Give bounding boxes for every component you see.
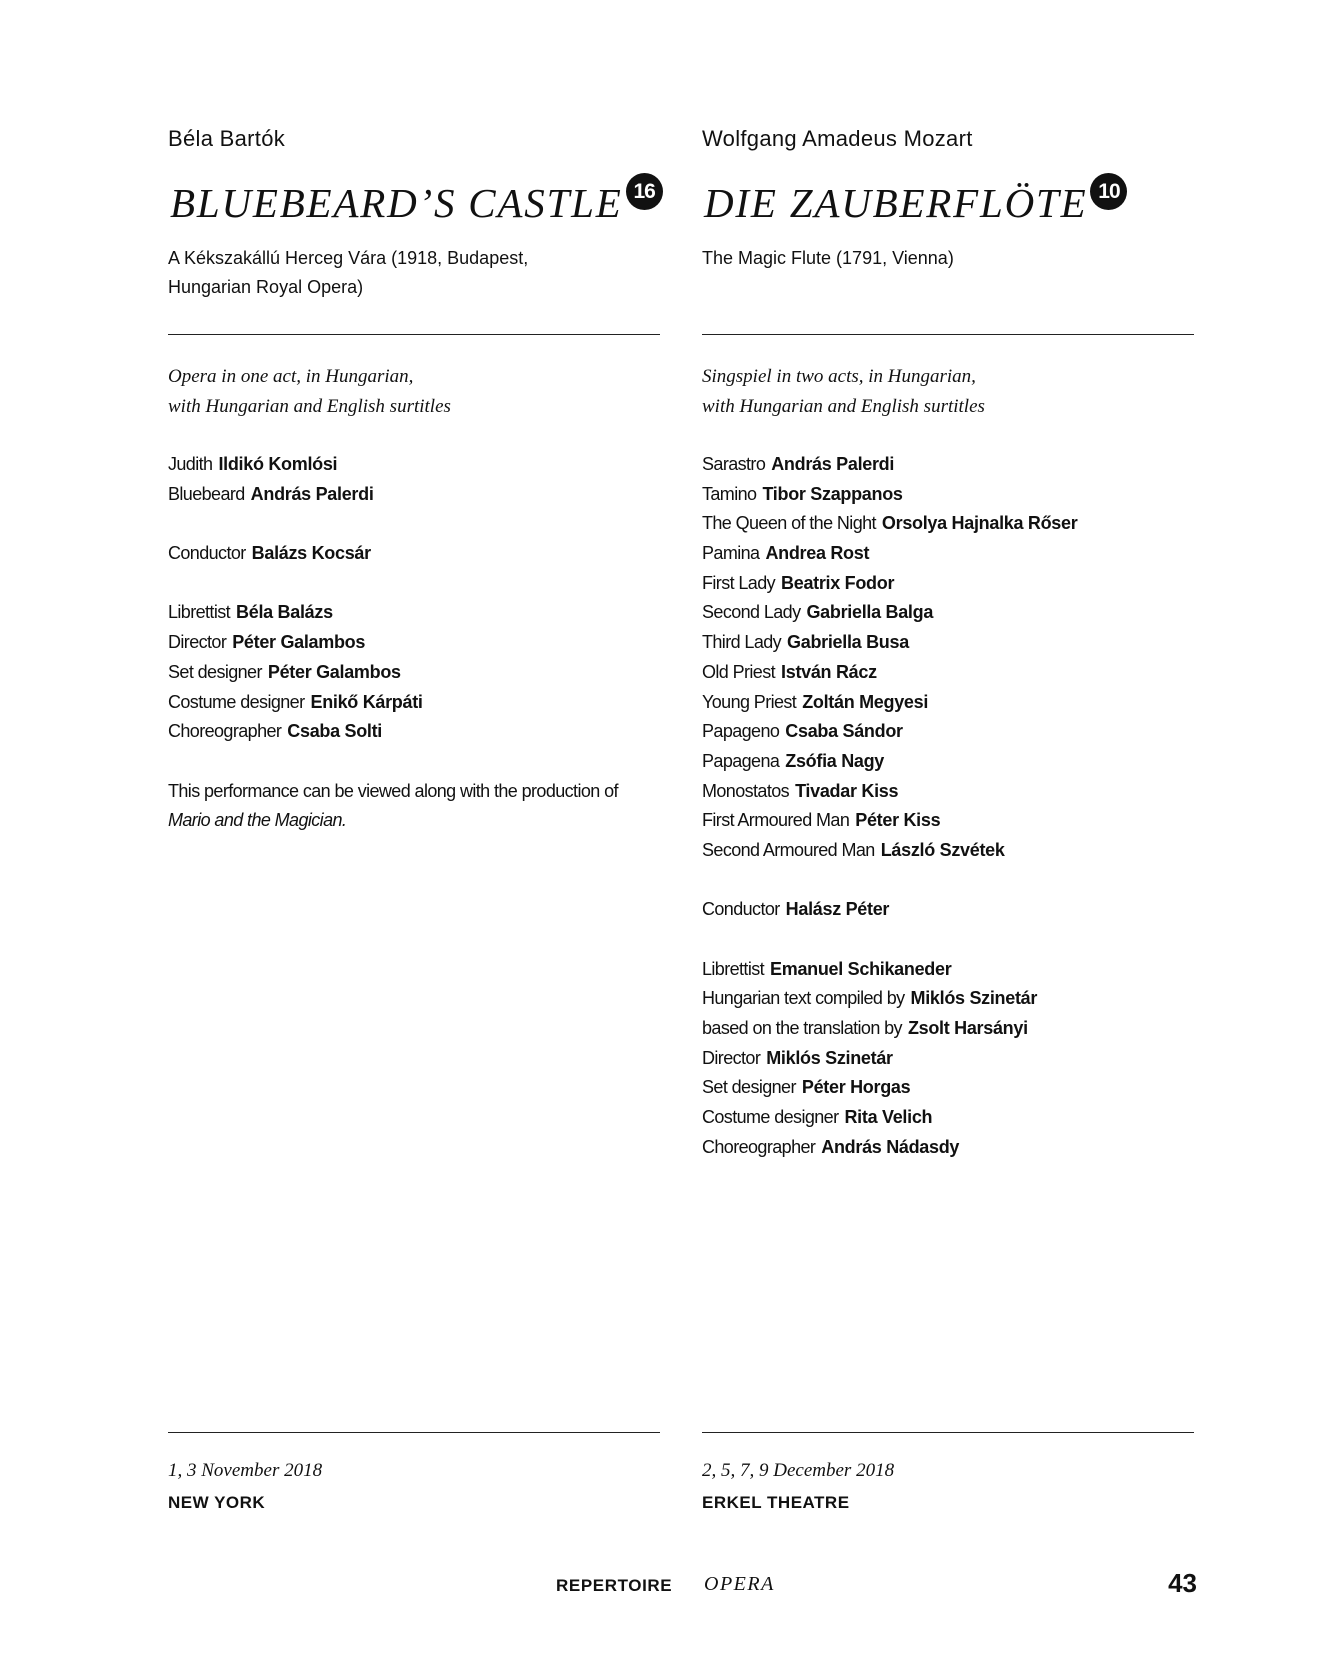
cast-credit [168, 450, 660, 480]
production-subtitle [702, 244, 1194, 273]
conductor-credit [168, 539, 660, 569]
creative-credit [702, 1014, 1194, 1044]
credit-artist: Orsolya Hajnalka Rőser [881, 513, 1078, 534]
credit-role: Second Lady [702, 602, 801, 623]
credit-artist: Rita Velich [844, 1107, 933, 1128]
cast-credit [702, 717, 1194, 747]
cast-credit [702, 628, 1194, 658]
conductor-credit [702, 895, 1194, 925]
credit-role: Costume designer [702, 1107, 839, 1128]
credit-artist: Tivadar Kiss [795, 780, 899, 801]
credit-artist: Gabriella Busa [787, 632, 909, 653]
cast-credit [702, 539, 1194, 569]
credit-role: Librettist [702, 958, 765, 979]
credit-artist: András Palerdi [250, 483, 374, 504]
venue-name: NEW YORK [168, 1493, 266, 1512]
credit-artist: Csaba Solti [287, 721, 383, 742]
cast-credit [168, 480, 660, 510]
cast-credit [702, 598, 1194, 628]
subtitle-line: Hungarian Royal Opera) [168, 277, 364, 297]
divider-rule [168, 334, 660, 335]
credit-artist: Péter Kiss [855, 810, 941, 831]
spacer [168, 569, 660, 599]
credit-artist: Balázs Kocsár [251, 543, 371, 564]
credit-role: Second Armoured Man [702, 839, 875, 860]
credit-artist: Péter Galambos [267, 661, 401, 682]
credits-list [168, 450, 660, 836]
venue-name: ERKEL THEATRE [702, 1493, 850, 1512]
spacer [702, 866, 1194, 896]
creative-credit [168, 628, 660, 658]
credit-artist: Péter Horgas [801, 1077, 911, 1098]
note-work-title: Mario and the Magician. [168, 810, 347, 831]
credit-artist: Miklós Szinetár [766, 1047, 893, 1068]
credit-role: Choreographer [702, 1136, 816, 1157]
cast-credit [702, 569, 1194, 599]
credit-role: Hungarian text compiled by [702, 988, 905, 1009]
credit-role: Set designer [702, 1077, 796, 1098]
credit-role: based on the translation by [702, 1018, 902, 1039]
credit-role: Set designer [168, 661, 262, 682]
creative-credit [168, 658, 660, 688]
divider-rule [702, 1432, 1194, 1433]
credit-role: Papageno [702, 721, 780, 742]
creative-credit [168, 717, 660, 747]
credit-artist: András Palerdi [771, 454, 895, 474]
cast-credit [702, 806, 1194, 836]
credit-artist: István Rácz [781, 661, 877, 682]
creative-credit [168, 598, 660, 628]
credit-artist: Gabriella Balga [806, 602, 934, 623]
genre-line: Opera in one act, in Hungarian, [168, 366, 414, 387]
credit-artist: Csaba Sándor [785, 721, 903, 742]
note-text: This performance can be viewed along with the production of [168, 780, 618, 801]
genre-description [168, 362, 451, 422]
credit-role: First Lady [702, 572, 776, 593]
credit-artist: Enikő Kárpáti [310, 691, 423, 712]
creative-credit [702, 984, 1194, 1014]
performance-dates: 2, 5, 7, 9 December 2018 [702, 1460, 895, 1481]
credit-artist: Péter Galambos [232, 632, 366, 653]
credit-role: Choreographer [168, 721, 282, 742]
credit-role: Conductor [168, 543, 246, 564]
genre-line: with Hungarian and English surtitles [168, 396, 451, 417]
creative-credit [702, 955, 1194, 985]
credit-role: Pamina [702, 543, 760, 564]
title-row [170, 178, 663, 228]
cast-credit [702, 836, 1194, 866]
genre-line: Singspiel in two acts, in Hungarian, [702, 366, 976, 387]
production-title: BLUEBEARD’S CASTLE [170, 180, 623, 226]
performance-note [168, 777, 660, 836]
genre-line: with Hungarian and English surtitles [702, 396, 985, 417]
credit-artist: Béla Balázs [236, 602, 333, 623]
credit-artist: Ildikó Komlósi [218, 454, 338, 474]
creative-credit [702, 1103, 1194, 1133]
creative-credit [702, 1073, 1194, 1103]
credit-artist: Tibor Szappanos [762, 483, 903, 504]
cast-credit [702, 747, 1194, 777]
footer-section-label: REPERTOIRE [556, 1576, 673, 1595]
composer-name: Wolfgang Amadeus Mozart [702, 126, 973, 151]
credit-artist: Andrea Rost [765, 543, 870, 564]
divider-rule [168, 1432, 660, 1433]
credit-role: Third Lady [702, 632, 782, 653]
credit-artist: Emanuel Schikaneder [770, 958, 952, 979]
credits-list [702, 450, 1194, 1163]
cast-credit [702, 450, 1194, 480]
credit-role: First Armoured Man [702, 810, 850, 831]
divider-rule [702, 334, 1194, 335]
creative-credit [702, 1133, 1194, 1163]
cast-credit [702, 509, 1194, 539]
credit-role: Tamino [702, 483, 757, 504]
credit-role: Director [702, 1047, 761, 1068]
credit-role: Papagena [702, 750, 780, 771]
credit-role: Librettist [168, 602, 231, 623]
credit-artist: András Nádasdy [821, 1136, 960, 1157]
credit-artist: Halász Péter [785, 899, 890, 920]
cast-credit [702, 688, 1194, 718]
credit-role: The Queen of the Night [702, 513, 876, 534]
credit-artist: Zsolt Harsányi [907, 1018, 1028, 1039]
production-title: DIE ZAUBERFLÖTE [704, 180, 1088, 226]
credit-role: Costume designer [168, 691, 305, 712]
footer-category-label: OPERA [704, 1573, 775, 1595]
age-rating-badge: 16 [626, 173, 663, 210]
age-rating-badge: 10 [1090, 173, 1127, 210]
genre-description [702, 362, 985, 422]
credit-artist: Zsófia Nagy [785, 750, 885, 771]
spacer [168, 747, 660, 777]
credit-role: Judith [168, 454, 213, 474]
performance-dates: 1, 3 November 2018 [168, 1460, 323, 1481]
cast-credit [702, 658, 1194, 688]
credit-role: Conductor [702, 899, 780, 920]
credit-role: Director [168, 632, 227, 653]
subtitle-line: A Kékszakállú Herceg Vára (1918, Budapest, [168, 248, 529, 268]
creative-credit [168, 688, 660, 718]
production-subtitle [168, 244, 660, 302]
credit-artist: Zoltán Megyesi [802, 691, 929, 712]
spacer [168, 509, 660, 539]
credit-artist: Beatrix Fodor [781, 572, 895, 593]
cast-credit [702, 777, 1194, 807]
page-number: 43 [1168, 1568, 1197, 1598]
title-row [704, 178, 1127, 228]
credit-artist: Miklós Szinetár [910, 988, 1038, 1009]
cast-credit [702, 480, 1194, 510]
credit-role: Old Priest [702, 661, 776, 682]
creative-credit [702, 1044, 1194, 1074]
spacer [702, 925, 1194, 955]
credit-role: Bluebeard [168, 483, 245, 504]
subtitle-line: The Magic Flute (1791, Vienna) [702, 248, 954, 268]
credit-role: Young Priest [702, 691, 797, 712]
credit-artist: László Szvétek [880, 839, 1005, 860]
credit-role: Monostatos [702, 780, 790, 801]
credit-role: Sarastro [702, 454, 766, 474]
composer-name: Béla Bartók [168, 126, 286, 151]
